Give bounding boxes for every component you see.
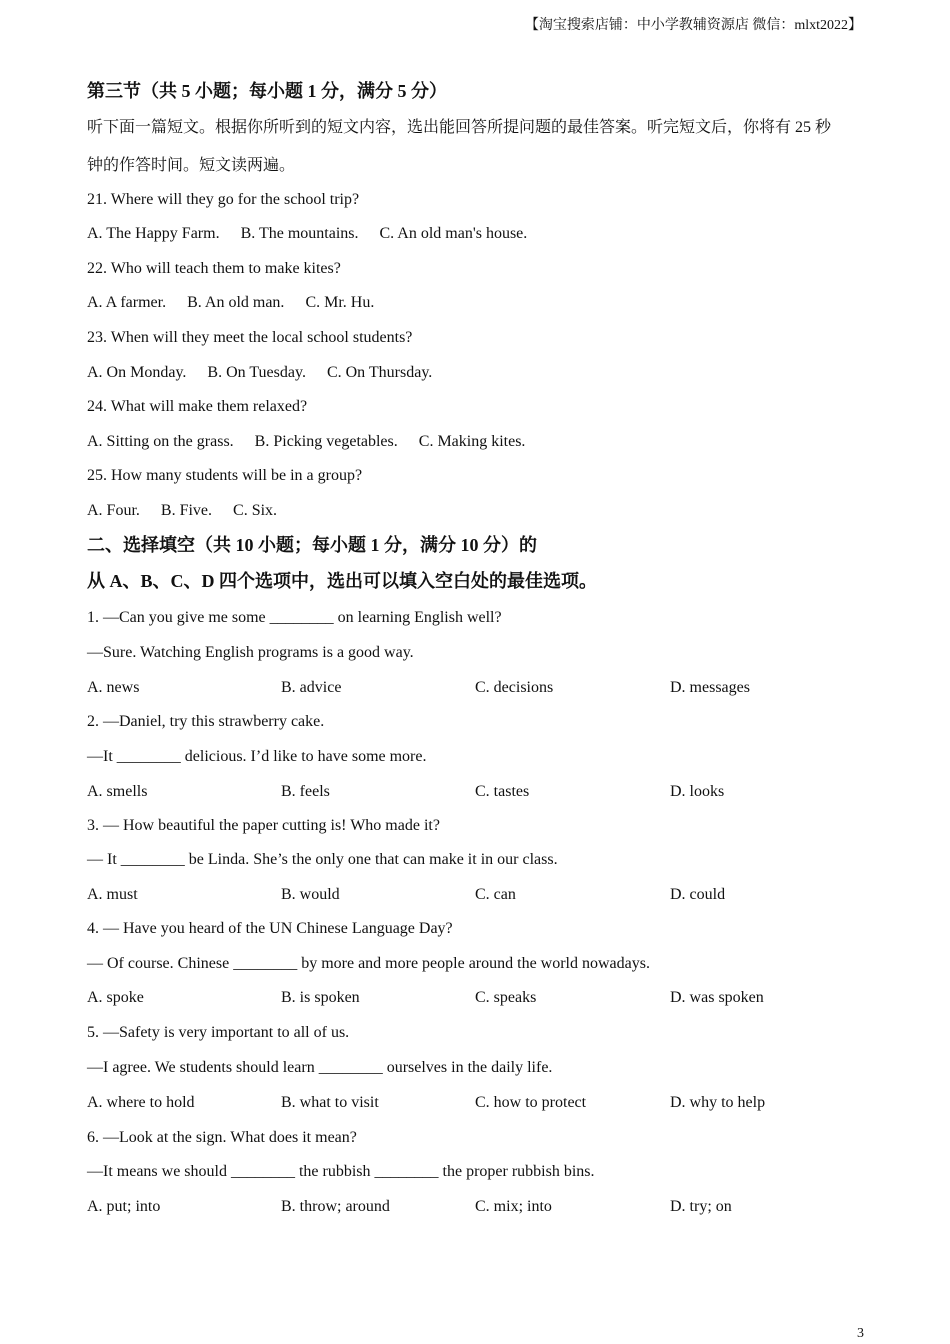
option-c: C. can bbox=[475, 886, 516, 903]
option-c: C. tastes bbox=[475, 783, 530, 800]
mc-question-1-line1: 1. —Can you give me some ________ on learning English well? bbox=[87, 609, 502, 626]
mc-question-2-line1: 2. —Daniel, try this strawberry cake. bbox=[87, 713, 325, 730]
page-number: 3 bbox=[857, 1326, 864, 1341]
option: B. Picking vegetables. bbox=[254, 433, 398, 450]
option: A. On Monday. bbox=[87, 364, 187, 381]
option: C. Making kites. bbox=[418, 433, 526, 450]
option-b: B. what to visit bbox=[281, 1094, 379, 1111]
option-d: D. was spoken bbox=[670, 989, 764, 1006]
mc-question-4-options bbox=[87, 988, 865, 1008]
mc-question-2-line2: —It ________ delicious. I’d like to have some more. bbox=[87, 748, 427, 765]
mc-question-3-line2: — It ________ be Linda. She’s the only one that can make it in our class. bbox=[87, 851, 558, 868]
question-22: 22. Who will teach them to make kites? bbox=[87, 260, 341, 277]
option: A. Sitting on the grass. bbox=[87, 433, 234, 450]
mc-question-6-line2: —It means we should ________ the rubbish ________ the proper rubbish bins. bbox=[87, 1163, 595, 1180]
question-24-options bbox=[87, 432, 546, 452]
option-c: C. mix; into bbox=[475, 1198, 552, 1215]
option-d: D. messages bbox=[670, 679, 750, 696]
option: B. Five. bbox=[160, 502, 213, 519]
option: B. An old man. bbox=[187, 294, 285, 311]
option: A. A farmer. bbox=[87, 294, 167, 311]
question-23-options bbox=[87, 363, 453, 383]
mc-question-1-line2: —Sure. Watching English programs is a good way. bbox=[87, 644, 414, 661]
question-21-options bbox=[87, 224, 548, 244]
option-d: D. looks bbox=[670, 783, 725, 800]
section3-title: 第三节（共 5 小题；每小题 1 分，满分 5 分） bbox=[87, 81, 447, 101]
section3-intro-line2: 钟的作答时间。短文读两遍。 bbox=[87, 157, 296, 174]
option: B. On Tuesday. bbox=[207, 364, 306, 381]
option-b: B. feels bbox=[281, 783, 330, 800]
option-a: A. news bbox=[87, 679, 140, 696]
mc-question-5-line2: —I agree. We students should learn ________ ourselves in the daily life. bbox=[87, 1059, 553, 1076]
option: A. Four. bbox=[87, 502, 140, 519]
option-c: C. how to protect bbox=[475, 1094, 587, 1111]
option-a: A. where to hold bbox=[87, 1094, 195, 1111]
option: A. The Happy Farm. bbox=[87, 225, 220, 242]
option: C. Six. bbox=[233, 502, 278, 519]
question-25-options bbox=[87, 501, 298, 521]
option-a: A. put; into bbox=[87, 1198, 161, 1215]
option-b: B. is spoken bbox=[281, 989, 360, 1006]
option-d: D. could bbox=[670, 886, 726, 903]
option-d: D. why to help bbox=[670, 1094, 766, 1111]
option: C. Mr. Hu. bbox=[305, 294, 375, 311]
option: C. An old man's house. bbox=[379, 225, 528, 242]
option-b: B. throw; around bbox=[281, 1198, 390, 1215]
mc-question-2-options bbox=[87, 782, 865, 802]
option-b: B. advice bbox=[281, 679, 342, 696]
option-a: A. spoke bbox=[87, 989, 144, 1006]
section3-intro-line1: 听下面一篇短文。根据你所听到的短文内容，选出能回答所提问题的最佳答案。听完短文后，你将有 25 秒 bbox=[87, 119, 832, 136]
mc-question-4-line1: 4. — Have you heard of the UN Chinese Language Day? bbox=[87, 920, 453, 937]
option-a: A. smells bbox=[87, 783, 148, 800]
part2-instruction: 从 A、B、C、D 四个选项中，选出可以填入空白处的最佳选项。 bbox=[87, 571, 598, 591]
mc-question-5-line1: 5. —Safety is very important to all of us. bbox=[87, 1024, 350, 1041]
mc-question-3-line1: 3. — How beautiful the paper cutting is! Who made it? bbox=[87, 817, 440, 834]
option-b: B. would bbox=[281, 886, 340, 903]
question-25: 25. How many students will be in a group? bbox=[87, 467, 363, 484]
question-21: 21. Where will they go for the school trip? bbox=[87, 191, 360, 208]
question-23: 23. When will they meet the local school students? bbox=[87, 329, 413, 346]
option-c: C. decisions bbox=[475, 679, 554, 696]
mc-question-3-options bbox=[87, 885, 865, 905]
mc-question-6-line1: 6. —Look at the sign. What does it mean? bbox=[87, 1129, 357, 1146]
option: B. The mountains. bbox=[240, 225, 359, 242]
mc-question-4-line2: — Of course. Chinese ________ by more and more people around the world nowadays. bbox=[87, 955, 650, 972]
mc-question-6-options bbox=[87, 1197, 865, 1217]
question-22-options bbox=[87, 293, 395, 313]
option-d: D. try; on bbox=[670, 1198, 732, 1215]
page-header-note: 【淘宝搜索店铺：中小学教辅资源店 微信：mlxt2022】 bbox=[524, 18, 862, 33]
mc-question-1-options bbox=[87, 678, 865, 698]
option-c: C. speaks bbox=[475, 989, 537, 1006]
mc-question-5-options bbox=[87, 1093, 865, 1113]
option-a: A. must bbox=[87, 886, 138, 903]
question-24: 24. What will make them relaxed? bbox=[87, 398, 308, 415]
part2-title: 二、选择填空（共 10 小题；每小题 1 分，满分 10 分）的 bbox=[87, 535, 537, 555]
option: C. On Thursday. bbox=[326, 364, 433, 381]
